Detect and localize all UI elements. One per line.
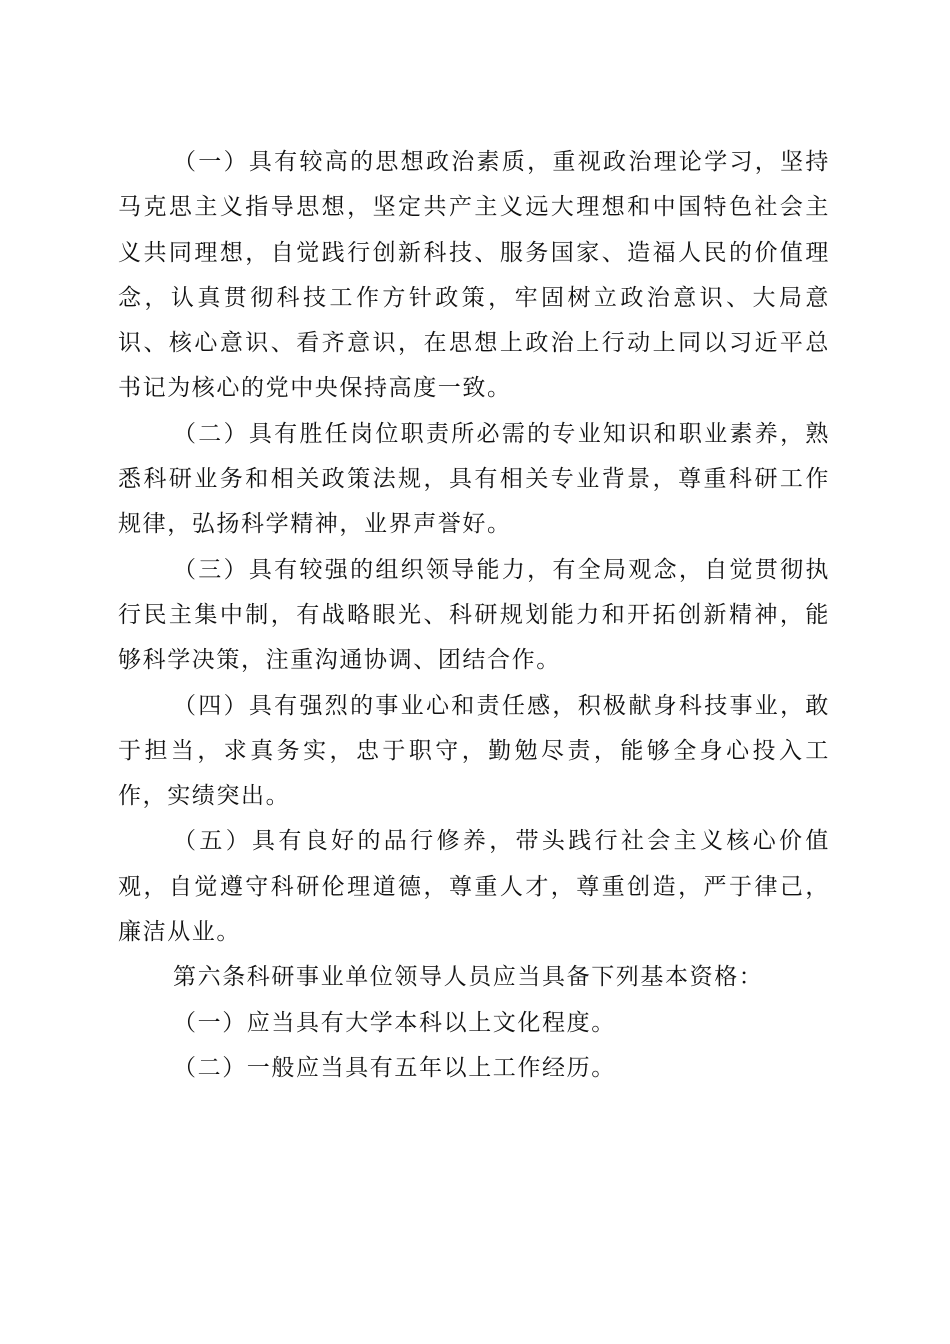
- paragraph-character: （五）具有良好的品行修养，带头践行社会主义核心价值观，自觉遵守科研伦理道德，尊重人才，尊重创造，严于律己，廉洁从业。: [118, 828, 830, 946]
- paragraph-article-six: 第六条科研事业单位领导人员应当具备下列基本资格：: [173, 964, 764, 991]
- paragraph-dedication: （四）具有强烈的事业心和责任感，积极献身科技事业，敢于担当，求真务实，忠于职守，勤勉尽责，能够全身心投入工作，实绩突出。: [118, 692, 830, 810]
- paragraph-education-requirement: （一）应当具有大学本科以上文化程度。: [173, 1009, 616, 1036]
- paragraph-professional-knowledge: （二）具有胜任岗位职责所必需的专业知识和职业素养，熟悉科研业务和相关政策法规，具有相关专业背景，尊重科研工作规律，弘扬科学精神，业界声誉好。: [118, 420, 830, 538]
- paragraph-work-experience: （二）一般应当具有五年以上工作经历。: [173, 1054, 616, 1081]
- paragraph-leadership-ability: （三）具有较强的组织领导能力，有全局观念，自觉贯彻执行民主集中制，有战略眼光、科研规划能力和开拓创新精神，能够科学决策，注重沟通协调、团结合作。: [118, 556, 830, 674]
- paragraph-political-quality: （一）具有较高的思想政治素质，重视政治理论学习，坚持马克思主义指导思想，坚定共产主义远大理想和中国特色社会主义共同理想，自觉践行创新科技、服务国家、造福人民的价值理念，认真贯彻科技工作方针政策，牢固树立政治意识、大局意识、核心意识、看齐意识，在思想上政治上行动上同以习近平总书记为核心的党中央保持高度一致。: [118, 149, 830, 402]
- document-page: [118, 140, 830, 1091]
